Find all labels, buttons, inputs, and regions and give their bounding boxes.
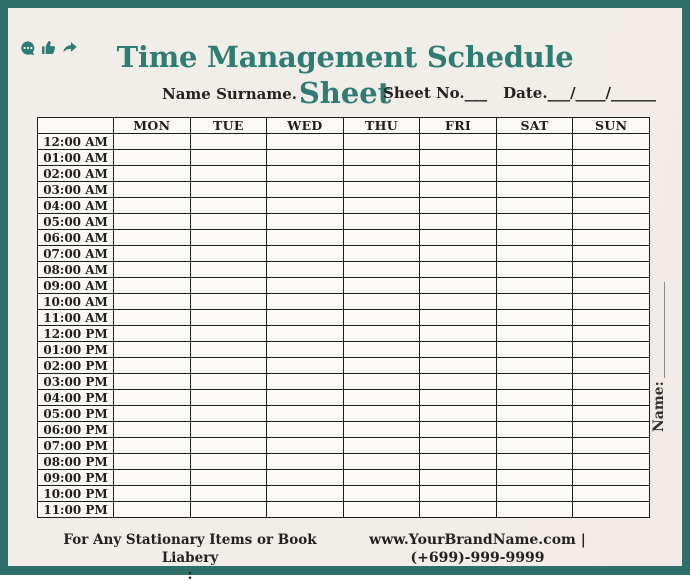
time-label: 09:00 AM [38, 278, 114, 294]
schedule-cell [573, 438, 650, 454]
time-label: 11:00 PM [38, 502, 114, 518]
time-label: 09:00 PM [38, 470, 114, 486]
time-label: 08:00 PM [38, 454, 114, 470]
schedule-cell [190, 486, 267, 502]
footer-left [37, 532, 343, 585]
time-label: 03:00 AM [38, 182, 114, 198]
table-row [38, 198, 650, 214]
schedule-cell [114, 214, 191, 230]
schedule-cell [496, 214, 573, 230]
schedule-cell [267, 134, 344, 150]
schedule-cell [573, 342, 650, 358]
schedule-cell [343, 214, 420, 230]
schedule-cell [343, 358, 420, 374]
schedule-cell [190, 470, 267, 486]
schedule-cell [267, 214, 344, 230]
schedule-cell [496, 166, 573, 182]
schedule-cell [190, 198, 267, 214]
schedule-cell [267, 390, 344, 406]
name-write-line [664, 282, 665, 378]
schedule-cell [573, 310, 650, 326]
schedule-cell [420, 422, 497, 438]
schedule-cell [343, 182, 420, 198]
schedule-cell [343, 310, 420, 326]
schedule-cell [496, 374, 573, 390]
schedule-cell [267, 470, 344, 486]
table-row [38, 390, 650, 406]
schedule-cell [343, 134, 420, 150]
schedule-cell [420, 486, 497, 502]
schedule-cell [496, 342, 573, 358]
schedule-cell [573, 374, 650, 390]
schedule-cell [190, 342, 267, 358]
schedule-cell [114, 246, 191, 262]
day-header: MON [114, 118, 191, 134]
schedule-cell [343, 470, 420, 486]
schedule-cell [573, 198, 650, 214]
table-row [38, 166, 650, 182]
schedule-cell [343, 198, 420, 214]
table-row [38, 310, 650, 326]
table-row [38, 134, 650, 150]
schedule-cell [190, 390, 267, 406]
page-title-line1: Time Management Schedule [116, 40, 574, 74]
footer-website: www.YourBrandName.com | [369, 532, 586, 548]
schedule-cell [114, 390, 191, 406]
schedule-cell [496, 422, 573, 438]
schedule-cell [190, 166, 267, 182]
table-row [38, 502, 650, 518]
schedule-cell [267, 182, 344, 198]
schedule-cell [267, 422, 344, 438]
table-row [38, 486, 650, 502]
schedule-cell [496, 246, 573, 262]
schedule-cell [267, 166, 344, 182]
schedule-cell [343, 486, 420, 502]
schedule-cell [420, 294, 497, 310]
schedule-cell [496, 230, 573, 246]
schedule-cell [114, 454, 191, 470]
schedule-cell [190, 422, 267, 438]
time-label: 02:00 AM [38, 166, 114, 182]
schedule-cell [267, 246, 344, 262]
schedule-cell [573, 486, 650, 502]
schedule-cell [114, 438, 191, 454]
time-label: 12:00 PM [38, 326, 114, 342]
schedule-cell [190, 230, 267, 246]
schedule-cell [267, 310, 344, 326]
schedule-cell [343, 166, 420, 182]
table-row [38, 374, 650, 390]
schedule-cell [190, 182, 267, 198]
schedule-cell [573, 134, 650, 150]
time-label: 06:00 AM [38, 230, 114, 246]
schedule-cell [420, 150, 497, 166]
time-label: 01:00 PM [38, 342, 114, 358]
schedule-cell [114, 470, 191, 486]
table-row [38, 406, 650, 422]
footer-left-line1: For Any Stationary Items or Book Liabery [63, 532, 317, 566]
schedule-cell [496, 150, 573, 166]
schedule-cell [343, 390, 420, 406]
schedule-cell [496, 486, 573, 502]
schedule-cell [420, 230, 497, 246]
schedule-cell [267, 502, 344, 518]
schedule-cell [573, 422, 650, 438]
day-header: WED [267, 118, 344, 134]
schedule-cell [114, 150, 191, 166]
schedule-cell [496, 310, 573, 326]
schedule-cell [190, 246, 267, 262]
day-header: SAT [496, 118, 573, 134]
table-row [38, 454, 650, 470]
schedule-cell [267, 230, 344, 246]
schedule-cell [190, 262, 267, 278]
schedule-cell [114, 358, 191, 374]
schedule-cell [573, 454, 650, 470]
schedule-cell [420, 358, 497, 374]
schedule-cell [420, 342, 497, 358]
schedule-cell [420, 262, 497, 278]
schedule-cell [573, 278, 650, 294]
schedule-cell [343, 230, 420, 246]
day-header: FRI [420, 118, 497, 134]
table-row [38, 294, 650, 310]
table-row [38, 470, 650, 486]
schedule-cell [114, 342, 191, 358]
header-row [38, 118, 650, 134]
schedule-cell [573, 182, 650, 198]
time-label: 04:00 PM [38, 390, 114, 406]
time-label: 04:00 AM [38, 198, 114, 214]
schedule-cell [267, 278, 344, 294]
schedule-cell [496, 134, 573, 150]
schedule-cell [190, 374, 267, 390]
schedule-cell [114, 406, 191, 422]
schedule-cell [343, 326, 420, 342]
schedule-cell [420, 470, 497, 486]
time-label: 05:00 PM [38, 406, 114, 422]
schedule-cell [573, 262, 650, 278]
schedule-cell [267, 294, 344, 310]
schedule-cell [114, 422, 191, 438]
schedule-cell [573, 246, 650, 262]
schedule-cell [573, 326, 650, 342]
schedule-cell [496, 278, 573, 294]
time-label: 07:00 AM [38, 246, 114, 262]
schedule-cell [114, 310, 191, 326]
schedule-cell [343, 278, 420, 294]
schedule-cell [343, 438, 420, 454]
schedule-cell [114, 134, 191, 150]
schedule-cell [267, 198, 344, 214]
schedule-cell [267, 150, 344, 166]
time-label: 11:00 AM [38, 310, 114, 326]
schedule-cell [114, 502, 191, 518]
page-title-line2: Sheet [298, 76, 392, 110]
schedule-cell [114, 294, 191, 310]
sheet-no-field: Sheet No.___ [383, 84, 488, 102]
schedule-cell [420, 198, 497, 214]
schedule-cell [343, 406, 420, 422]
footer-right [360, 532, 595, 567]
vertical-name-label: Name: [651, 381, 667, 432]
time-label: 10:00 PM [38, 486, 114, 502]
day-header: SUN [573, 118, 650, 134]
table-row [38, 182, 650, 198]
schedule-cell [190, 310, 267, 326]
schedule-cell [420, 454, 497, 470]
footer-phone: (+699)-999-9999 [410, 549, 545, 566]
schedule-cell [343, 454, 420, 470]
schedule-cell [420, 326, 497, 342]
schedule-cell [420, 438, 497, 454]
schedule-cell [190, 150, 267, 166]
table-row [38, 342, 650, 358]
schedule-cell [267, 374, 344, 390]
schedule-cell [114, 182, 191, 198]
schedule-cell [114, 230, 191, 246]
schedule-cell [496, 182, 573, 198]
schedule-cell [420, 246, 497, 262]
time-label: 12:00 AM [38, 134, 114, 150]
schedule-cell [343, 150, 420, 166]
schedule-cell [496, 502, 573, 518]
schedule-cell [496, 438, 573, 454]
table-row [38, 230, 650, 246]
schedule-cell [190, 214, 267, 230]
schedule-cell [420, 310, 497, 326]
schedule-cell [190, 294, 267, 310]
schedule-cell [496, 262, 573, 278]
vertical-name-field [650, 282, 668, 432]
sheet-date-row [383, 84, 656, 102]
schedule-cell [114, 198, 191, 214]
schedule-cell [573, 502, 650, 518]
schedule-cell [114, 278, 191, 294]
time-label: 06:00 PM [38, 422, 114, 438]
time-label: 10:00 AM [38, 294, 114, 310]
schedule-cell [190, 406, 267, 422]
schedule-cell [343, 502, 420, 518]
schedule-cell [573, 214, 650, 230]
schedule-cell [190, 358, 267, 374]
schedule-cell [114, 374, 191, 390]
schedule-cell [267, 486, 344, 502]
schedule-cell [420, 374, 497, 390]
schedule-cell [343, 262, 420, 278]
time-label: 05:00 AM [38, 214, 114, 230]
schedule-cell [267, 454, 344, 470]
schedule-cell [573, 358, 650, 374]
schedule-cell [114, 262, 191, 278]
schedule-cell [573, 406, 650, 422]
schedule-cell [573, 166, 650, 182]
schedule-cell [496, 198, 573, 214]
name-surname-label: Name Surname. [162, 85, 297, 103]
schedule-cell [420, 502, 497, 518]
schedule-cell [420, 278, 497, 294]
schedule-cell [267, 342, 344, 358]
table-row [38, 278, 650, 294]
schedule-cell [496, 454, 573, 470]
schedule-cell [496, 294, 573, 310]
table-row [38, 422, 650, 438]
schedule-cell [114, 486, 191, 502]
schedule-cell [267, 326, 344, 342]
schedule-cell [267, 406, 344, 422]
schedule-cell [496, 470, 573, 486]
schedule-cell [496, 390, 573, 406]
time-label: 01:00 AM [38, 150, 114, 166]
table-row [38, 214, 650, 230]
schedule-cell [114, 166, 191, 182]
schedule-cell [343, 246, 420, 262]
schedule-cell [420, 390, 497, 406]
corner-cell [38, 118, 114, 134]
table-row [38, 262, 650, 278]
schedule-cell [190, 134, 267, 150]
schedule-cell [267, 358, 344, 374]
footer-left-line2: : [187, 567, 193, 584]
schedule-cell [343, 342, 420, 358]
schedule-cell [114, 326, 191, 342]
table-row [38, 150, 650, 166]
time-label: 08:00 AM [38, 262, 114, 278]
schedule-cell [420, 134, 497, 150]
schedule-cell [267, 438, 344, 454]
schedule-cell [496, 326, 573, 342]
schedule-cell [573, 390, 650, 406]
time-label: 03:00 PM [38, 374, 114, 390]
schedule-cell [496, 358, 573, 374]
date-field: Date.___/____/______ [503, 84, 657, 102]
day-header: TUE [190, 118, 267, 134]
schedule-cell [573, 470, 650, 486]
schedule-cell [343, 422, 420, 438]
time-label: 02:00 PM [38, 358, 114, 374]
table-row [38, 246, 650, 262]
time-label: 07:00 PM [38, 438, 114, 454]
table-row [38, 326, 650, 342]
schedule-cell [573, 230, 650, 246]
table-row [38, 358, 650, 374]
schedule-cell [420, 166, 497, 182]
schedule-table [37, 117, 650, 518]
schedule-cell [190, 454, 267, 470]
schedule-cell [190, 326, 267, 342]
schedule-cell [343, 374, 420, 390]
schedule-cell [420, 406, 497, 422]
schedule-cell [190, 502, 267, 518]
schedule-cell [573, 294, 650, 310]
schedule-cell [190, 278, 267, 294]
schedule-cell [420, 182, 497, 198]
schedule-cell [420, 214, 497, 230]
day-header: THU [343, 118, 420, 134]
schedule-cell [190, 438, 267, 454]
table-row [38, 438, 650, 454]
schedule-cell [343, 294, 420, 310]
schedule-cell [573, 150, 650, 166]
schedule-cell [267, 262, 344, 278]
schedule-cell [496, 406, 573, 422]
